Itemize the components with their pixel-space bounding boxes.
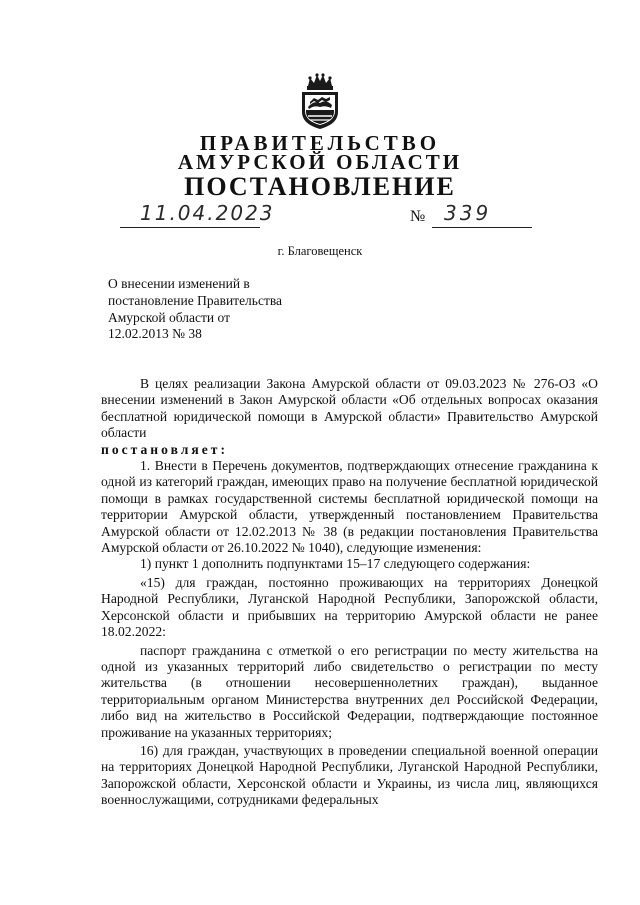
resolves-heading: постановляет: — [101, 441, 228, 457]
organization-title: ПРАВИТЕЛЬСТВО — [199, 131, 441, 155]
organization-subtitle: АМУРСКОЙ ОБЛАСТИ — [177, 150, 463, 174]
subject-line: постановление Правительства — [108, 292, 283, 308]
item-15-text-paragraph: паспорт гражданина с отметкой о его регистрации по месту жительства на одной из указанных территорий либо свидетельство о регистрации по месту жительства (в отношении несовершеннолетних граждан), выданное территориальным органом Министерства внутренних дел Российской Федерации, либо вид на жительство в Российской Федерации, подтверждающие постоянное проживание на указанных территориях; — [101, 642, 598, 740]
subject-line: 12.02.2013 № 38 — [108, 326, 202, 342]
item-15-paragraph: «15) для граждан, постоянно проживающих на территориях Донецкой Народной Республики, Луганской Народной Республики, Запорожской области, Херсонской области и прибывших на территорию Амурской области не ранее 18.02.2022: — [101, 574, 598, 640]
document-type: ПОСТАНОВЛЕНИЕ — [184, 172, 456, 201]
item-1-1-paragraph: 1) пункт 1 дополнить подпунктами 15–17 следующего содержания: — [140, 556, 531, 572]
document-subject — [108, 276, 282, 343]
item-16-paragraph: 16) для граждан, участвующих в проведении специальной военной операции на территориях Донецкой Народной Республики, Луганской Народной Республики, Запорожской области, Херсонской области и Украины, из числа лиц, являющихся военнослужащими, сотрудниками федеральных — [101, 742, 598, 808]
document-number: 339 — [432, 201, 532, 228]
document-body — [101, 376, 598, 809]
document-date: 11.04.2023 — [120, 201, 260, 228]
number-label: № — [410, 208, 426, 225]
subject-line: О внесении изменений в — [108, 276, 250, 291]
preamble-paragraph: В целях реализации Закона Амурской области от 09.03.2023 № 276-ОЗ «О внесении изменений в Закон Амурской области «Об отдельных вопросах оказания бесплатной юридической помощи в Амурской области» Правительство Амурской области — [101, 376, 598, 441]
amur-region-coat-of-arms-icon — [296, 72, 344, 130]
item-1-paragraph: 1. Внести в Перечень документов, подтверждающих отнесение гражданина к одной из категорий граждан, имеющих право на получение бесплатной юридической помощи в рамках государственной системы бесплатной юридической помощи на территории Амурской области, утвержденный постановлением Правительства Амурской области от 12.02.2013 № 38 (в редакции постановления Правительства Амурской области от 26.10.2022 № 1040), следующие изменения: — [101, 458, 598, 556]
subject-line: Амурской области от — [108, 309, 230, 325]
city-name: г. Благовещенск — [277, 244, 363, 258]
